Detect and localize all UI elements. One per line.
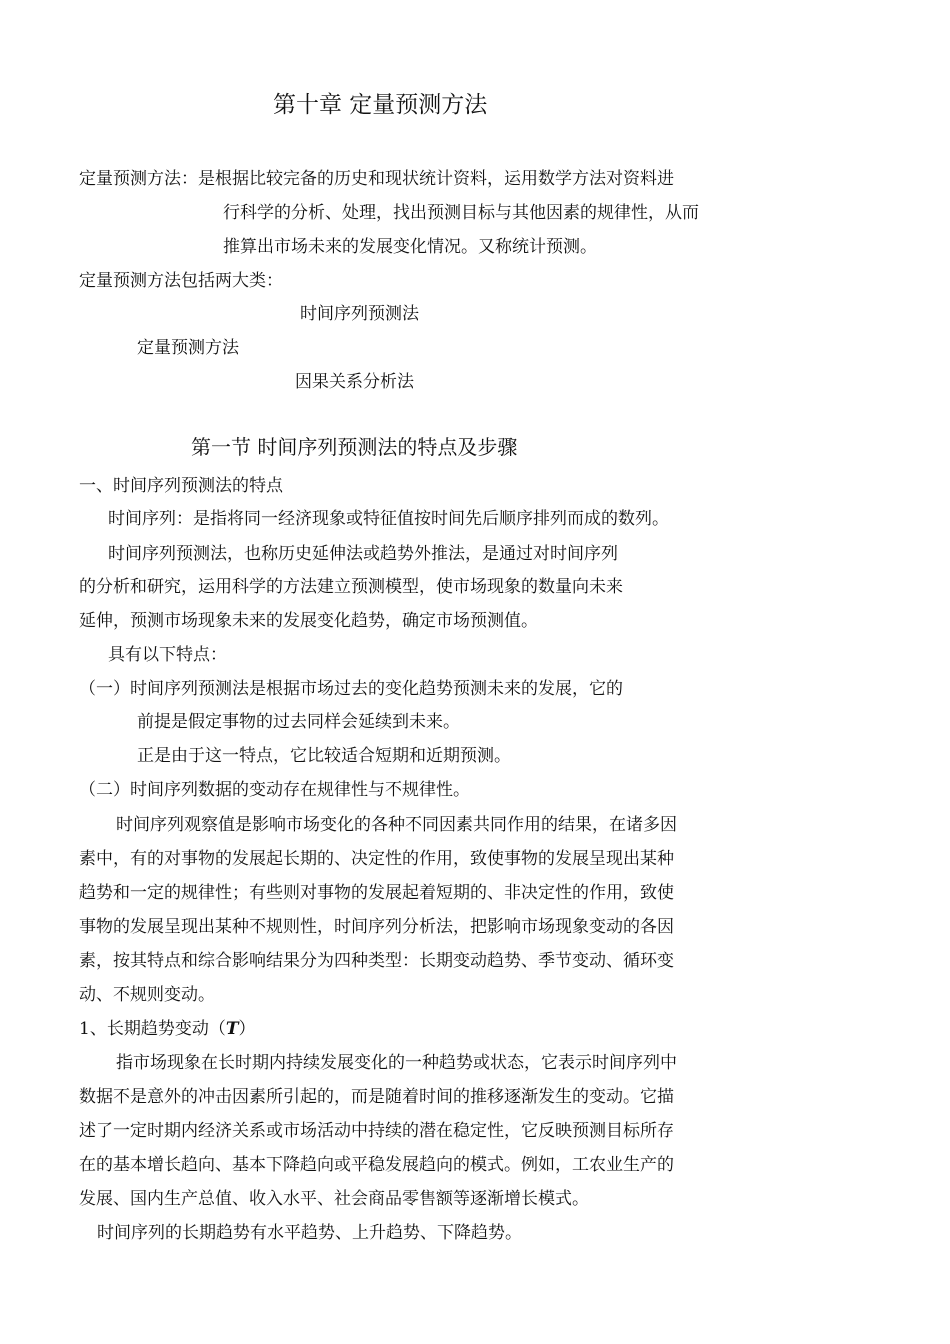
definition-line-1: 定量预测方法：是根据比较完备的历史和现状统计资料，运用数学方法对资料进 — [79, 169, 674, 189]
category-causal: 因果关系分析法 — [295, 372, 414, 392]
category-root: 定量预测方法 — [137, 338, 239, 358]
point-2-line-1: （二）时间序列数据的变动存在规律性与不规律性。 — [79, 780, 470, 800]
paragraph-3-line-2: 素中，有的对事物的发展起长期的、决定性的作用，致使事物的发展呈现出某种 — [79, 849, 674, 869]
category-time-series: 时间序列预测法 — [300, 304, 419, 324]
paragraph-2-line-1: 时间序列预测法，也称历史延伸法或趋势外推法，是通过对时间序列 — [108, 544, 618, 564]
paragraph-3-line-1: 时间序列观察值是影响市场变化的各种不同因素共同作用的结果，在诸多因 — [116, 815, 677, 835]
subsection-heading: 一、时间序列预测法的特点 — [79, 476, 283, 496]
paragraph-3-line-4: 事物的发展呈现出某种不规则性，时间序列分析法，把影响市场现象变动的各因 — [79, 917, 674, 937]
trend-symbol: T — [225, 1019, 239, 1039]
paragraph-3-line-3: 趋势和一定的规律性；有些则对事物的发展起着短期的、非决定性的作用，致使 — [79, 883, 674, 903]
paragraph-3-line-6: 动、不规则变动。 — [79, 985, 215, 1005]
point-1-line-2: 前提是假定事物的过去同样会延续到未来。 — [137, 712, 460, 732]
features-intro: 具有以下特点： — [108, 645, 227, 665]
point-1-line-1: （一）时间序列预测法是根据市场过去的变化趋势预测未来的发展，它的 — [79, 679, 623, 699]
paragraph-3-line-5: 素，按其特点和综合影响结果分为四种类型：长期变动趋势、季节变动、循环变 — [79, 951, 674, 971]
trend-heading-prefix: 1、长期趋势变动（ — [79, 1019, 226, 1039]
definition-line-2: 行科学的分析、处理，找出预测目标与其他因素的规律性，从而 — [223, 203, 699, 223]
trend-types: 时间序列的长期趋势有水平趋势、上升趋势、下降趋势。 — [97, 1223, 522, 1243]
paragraph-2-line-2: 的分析和研究，运用科学的方法建立预测模型，使市场现象的数量向未来 — [79, 577, 623, 597]
time-series-definition: 时间序列：是指将同一经济现象或特征值按时间先后顺序排列而成的数列。 — [108, 509, 669, 529]
trend-heading-suffix: ） — [238, 1019, 256, 1039]
paragraph-4-line-4: 在的基本增长趋向、基本下降趋向或平稳发展趋向的模式。例如，工农业生产的 — [79, 1155, 674, 1175]
paragraph-4-line-2: 数据不是意外的冲击因素所引起的，而是随着时间的推移逐渐发生的变动。它描 — [79, 1087, 674, 1107]
trend-heading — [79, 1019, 255, 1039]
paragraph-2-line-3: 延伸，预测市场现象未来的发展变化趋势，确定市场预测值。 — [79, 611, 538, 631]
paragraph-4-line-1: 指市场现象在长时期内持续发展变化的一种趋势或状态，它表示时间序列中 — [116, 1053, 677, 1073]
section-title: 第一节 时间序列预测法的特点及步骤 — [191, 435, 518, 459]
chapter-title: 第十章 定量预测方法 — [273, 92, 488, 118]
paragraph-4-line-5: 发展、国内生产总值、收入水平、社会商品零售额等逐渐增长模式。 — [79, 1189, 589, 1209]
paragraph-4-line-3: 述了一定时期内经济关系或市场活动中持续的潜在稳定性，它反映预测目标所存 — [79, 1121, 674, 1141]
point-1-line-3: 正是由于这一特点，它比较适合短期和近期预测。 — [137, 746, 511, 766]
categories-intro: 定量预测方法包括两大类： — [79, 271, 283, 291]
definition-line-3: 推算出市场未来的发展变化情况。又称统计预测。 — [223, 237, 597, 257]
